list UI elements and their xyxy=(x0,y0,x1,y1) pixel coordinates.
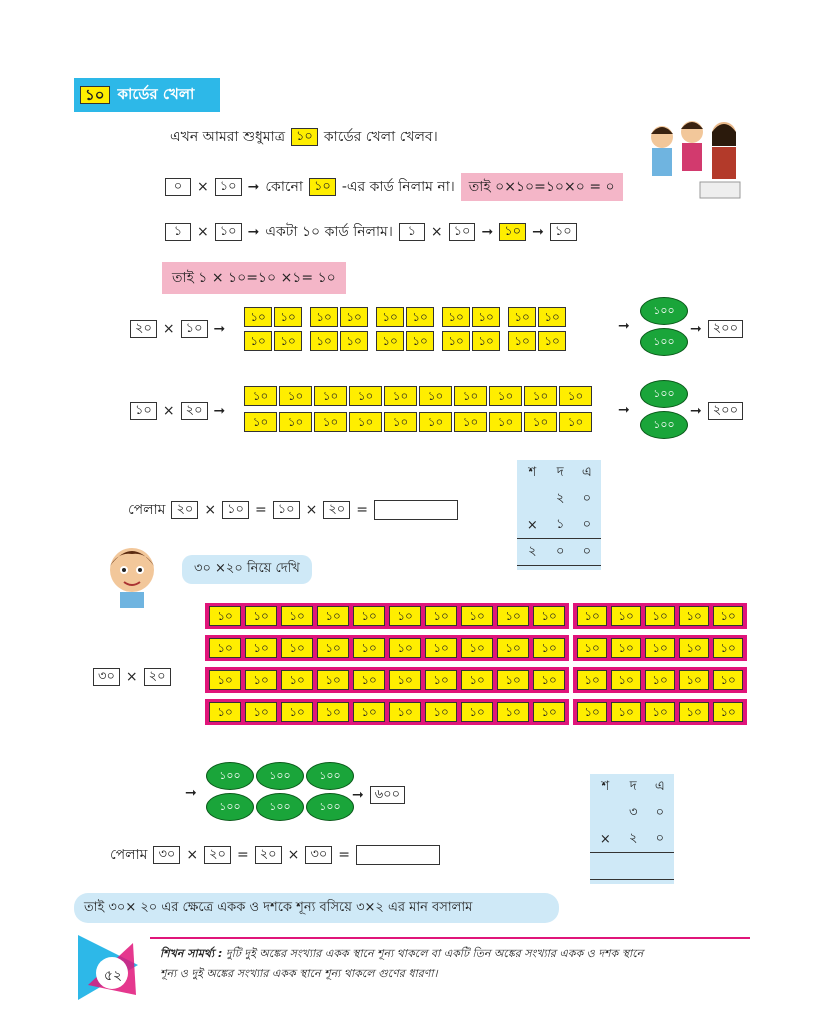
answer-box[interactable] xyxy=(356,845,440,865)
ten-card: ১০ xyxy=(317,670,349,690)
line3-text: তাই ১ × ১০=১০ ×১= ১০ xyxy=(162,262,346,294)
result-box: ২০০ xyxy=(708,320,743,338)
pv-cell: এ xyxy=(654,778,665,794)
hundred-oval: ১০০ xyxy=(640,411,688,439)
arrow-right-icon: ➞ xyxy=(185,785,197,801)
ten-card: ১০ xyxy=(419,412,452,432)
num-box: ১০ xyxy=(550,223,577,241)
equals-sign: = xyxy=(254,502,267,518)
hundred-oval: ১০০ xyxy=(640,328,688,356)
ten-card: ১০ xyxy=(281,702,313,722)
intro-num: ১০ xyxy=(291,128,318,146)
result-20x10 xyxy=(690,320,743,338)
card-strip xyxy=(573,635,747,661)
ten-card: ১০ xyxy=(406,331,434,351)
ten-card: ১০ xyxy=(577,670,607,690)
pv-cell xyxy=(590,800,621,826)
ten-card: ১০ xyxy=(497,606,529,626)
line1-text: কোনো xyxy=(265,179,303,195)
pv-cell xyxy=(646,853,674,880)
pv-cell: ২ xyxy=(555,490,565,506)
ten-card: ১০ xyxy=(389,638,421,658)
footer-text1: দুটি দুই অঙ্কের সংখ্যার একক স্থানে শূন্য থাকলে বা একটি তিন অঙ্কের সংখ্যার একক ও দশক স্থানে xyxy=(225,947,644,960)
ten-card: ১০ xyxy=(279,412,312,432)
num-box: ২০ xyxy=(204,846,231,864)
ten-card: ১০ xyxy=(425,702,457,722)
num-box: ২০ xyxy=(171,501,198,519)
title-banner xyxy=(74,78,220,112)
num-box: ১০ xyxy=(215,178,242,196)
ten-card: ১০ xyxy=(384,412,417,432)
hundred-oval: ১০০ xyxy=(640,380,688,408)
ten-card: ১০ xyxy=(645,702,675,722)
line2-card: ১০ xyxy=(499,223,526,241)
ten-card: ১০ xyxy=(713,606,743,626)
num-box: ৩০ xyxy=(93,668,120,686)
times-sign: × xyxy=(430,224,443,240)
ten-card: ১০ xyxy=(317,702,349,722)
speech-text: ৩০ ×২০ নিয়ে দেখি xyxy=(194,561,300,576)
ten-card: ১০ xyxy=(340,307,368,327)
pv-cell: ০ xyxy=(582,516,592,532)
intro-pre: এখন আমরা শুধুমাত্র xyxy=(170,129,285,145)
arrow-right-icon: ➞ xyxy=(690,321,702,337)
equals-sign: = xyxy=(356,502,368,518)
ten-card: ১০ xyxy=(274,331,302,351)
num-box: ১০ xyxy=(130,402,157,420)
ten-card: ১০ xyxy=(461,670,493,690)
pv-cell: ৩ xyxy=(628,804,638,820)
num-box: ৩০ xyxy=(305,846,332,864)
speech-bubble xyxy=(182,555,312,584)
line2-text: একটা ১০ কার্ড নিলাম। xyxy=(265,224,393,240)
num-box: ১০ xyxy=(181,320,208,338)
ten-card: ১০ xyxy=(533,638,565,658)
boy-illustration xyxy=(102,540,162,610)
ten-card: ১০ xyxy=(310,307,338,327)
times-sign: × xyxy=(125,669,138,685)
ten-card: ১০ xyxy=(353,702,385,722)
pv-cell xyxy=(590,853,621,880)
ten-card: ১০ xyxy=(679,638,709,658)
ten-card: ১০ xyxy=(472,331,500,351)
conclusion-bar xyxy=(74,893,559,923)
ten-card: ১০ xyxy=(533,670,565,690)
ten-card: ১০ xyxy=(310,331,338,351)
num-box: ১ xyxy=(399,223,425,241)
pv-cell: এ xyxy=(581,464,592,480)
ten-card: ১০ xyxy=(533,606,565,626)
ten-card: ১০ xyxy=(353,670,385,690)
times-sign: × xyxy=(305,502,318,518)
ten-card: ১০ xyxy=(533,702,565,722)
ovals-10x20 xyxy=(640,380,688,439)
result-30x20 xyxy=(352,786,405,804)
num-box: ০ xyxy=(165,178,191,196)
arrow-right-icon: ➞ xyxy=(618,318,630,334)
times-sign: × xyxy=(162,403,175,419)
result-box: ৬০০ xyxy=(370,786,405,804)
times-sign: × xyxy=(287,847,300,863)
ten-card: ১০ xyxy=(508,307,536,327)
ten-card: ১০ xyxy=(454,412,487,432)
ten-card: ১০ xyxy=(281,606,313,626)
arrow-right-icon: ➞ xyxy=(352,787,364,803)
num-box: ১০ xyxy=(215,223,242,241)
ten-card: ১০ xyxy=(244,307,272,327)
ten-card: ১০ xyxy=(425,606,457,626)
intro-post: কার্ডের খেলা খেলব। xyxy=(323,129,438,145)
footer-text xyxy=(160,944,750,984)
pv-cell: ১ xyxy=(555,516,565,532)
place-value-table-1 xyxy=(517,460,601,570)
line-zero-times-ten xyxy=(165,173,623,201)
card-strip xyxy=(573,667,747,693)
page-number: ৫২ xyxy=(103,968,123,984)
footer-rule xyxy=(150,937,750,939)
ten-card: ১০ xyxy=(245,670,277,690)
pv-cell xyxy=(621,853,646,880)
ten-card: ১০ xyxy=(349,412,382,432)
line1-result: তাই ০×১০=১০×০ = ০ xyxy=(461,173,623,201)
intro-line xyxy=(170,125,438,149)
ten-card: ১০ xyxy=(209,702,241,722)
card-strip xyxy=(573,603,747,629)
title-number: ১০ xyxy=(80,86,110,104)
ten-card: ১০ xyxy=(559,412,592,432)
ten-card: ১০ xyxy=(425,670,457,690)
ten-card: ১০ xyxy=(245,638,277,658)
ten-card: ১০ xyxy=(384,386,417,406)
ten-card: ১০ xyxy=(389,670,421,690)
ten-card: ১০ xyxy=(314,412,347,432)
card-strip xyxy=(205,635,569,661)
ten-card: ১০ xyxy=(679,670,709,690)
num-box: ২০ xyxy=(130,320,157,338)
ten-card: ১০ xyxy=(314,386,347,406)
ten-card: ১০ xyxy=(245,606,277,626)
found-line-2 xyxy=(110,843,440,867)
num-box: ১০ xyxy=(273,501,300,519)
ten-card: ১০ xyxy=(611,606,641,626)
ten-card: ১০ xyxy=(209,606,241,626)
hundred-oval: ১০০ xyxy=(256,793,304,821)
arrow-right-icon: ➞ xyxy=(618,402,630,418)
pv-cell: × xyxy=(526,517,538,533)
ten-card: ১০ xyxy=(349,386,382,406)
ten-card: ১০ xyxy=(317,638,349,658)
ten-card: ১০ xyxy=(472,307,500,327)
ten-card: ১০ xyxy=(611,638,641,658)
ten-card: ১০ xyxy=(645,606,675,626)
ovals-30x20 xyxy=(206,762,352,821)
num-box: ২০ xyxy=(181,402,208,420)
ten-card: ১০ xyxy=(317,606,349,626)
answer-box[interactable] xyxy=(374,500,458,520)
ten-card: ১০ xyxy=(577,638,607,658)
ten-card: ১০ xyxy=(524,386,557,406)
ten-card: ১০ xyxy=(353,606,385,626)
conclusion-text: তাই ৩০× ২০ এর ক্ষেত্রে একক ও দশকে শূন্য বসিয়ে ৩×২ এর মান বসালাম xyxy=(84,899,473,915)
pv-cell: ০ xyxy=(582,543,592,559)
result-box: ২০০ xyxy=(708,402,743,420)
card-strip xyxy=(205,699,569,725)
num-box: ২০ xyxy=(144,668,171,686)
ten-card: ১০ xyxy=(524,412,557,432)
times-sign: × xyxy=(204,502,217,518)
ten-card: ১০ xyxy=(713,638,743,658)
card-strip xyxy=(205,667,569,693)
row-30x20-expr xyxy=(93,668,171,686)
hundred-oval: ১০০ xyxy=(640,297,688,325)
ten-card: ১০ xyxy=(279,386,312,406)
hundred-oval: ১০০ xyxy=(256,762,304,790)
pv-cell: দ xyxy=(629,778,637,794)
pv-cell: ০ xyxy=(582,490,592,506)
ten-card: ১০ xyxy=(376,307,404,327)
ten-card: ১০ xyxy=(679,606,709,626)
arrow-right-icon: ➞ xyxy=(213,321,226,337)
ten-card: ১০ xyxy=(389,606,421,626)
line1-num: ১০ xyxy=(309,178,336,196)
hundred-oval: ১০০ xyxy=(206,793,254,821)
hundred-oval: ১০০ xyxy=(306,762,354,790)
cards-30x20 xyxy=(205,603,747,725)
times-sign: × xyxy=(186,847,199,863)
ten-card: ১০ xyxy=(611,702,641,722)
ten-card: ১০ xyxy=(274,307,302,327)
pv-cell: শ xyxy=(528,464,537,480)
ten-card: ১০ xyxy=(611,670,641,690)
ten-card: ১০ xyxy=(489,386,522,406)
ten-card: ১০ xyxy=(461,702,493,722)
ten-card: ১০ xyxy=(538,331,566,351)
pv-cell: ০ xyxy=(555,543,565,559)
ten-card: ১০ xyxy=(425,638,457,658)
ten-card: ১০ xyxy=(461,606,493,626)
ten-card: ১০ xyxy=(454,386,487,406)
times-sign: × xyxy=(197,224,209,240)
ten-card: ১০ xyxy=(209,670,241,690)
ten-card: ১০ xyxy=(489,412,522,432)
row-10x20-expr xyxy=(130,402,225,420)
times-sign: × xyxy=(162,321,175,337)
cards-10x20 xyxy=(244,386,592,432)
footer-label: শিখন সামর্থ্য : xyxy=(160,947,223,960)
ten-card: ১০ xyxy=(376,331,404,351)
ten-card: ১০ xyxy=(389,702,421,722)
ten-card: ১০ xyxy=(209,638,241,658)
ten-card: ১০ xyxy=(679,702,709,722)
ten-card: ১০ xyxy=(645,638,675,658)
pv-cell: শ xyxy=(601,778,610,794)
arrow-right-icon: ➞ xyxy=(532,224,544,240)
pv-cell: × xyxy=(599,831,611,847)
result-10x20 xyxy=(690,402,743,420)
num-box: ২০ xyxy=(323,501,350,519)
ten-card: ১০ xyxy=(245,702,277,722)
ten-card: ১০ xyxy=(244,331,272,351)
pv-cell: ০ xyxy=(655,804,665,820)
num-box: ১০ xyxy=(222,501,249,519)
ten-card: ১০ xyxy=(713,702,743,722)
ten-card: ১০ xyxy=(442,307,470,327)
ten-card: ১০ xyxy=(645,670,675,690)
ten-card: ১০ xyxy=(281,670,313,690)
ten-card: ১০ xyxy=(353,638,385,658)
pv-cell: দ xyxy=(556,464,564,480)
arrow-right-icon: ➞ xyxy=(247,179,260,195)
arrow-right-icon: ➞ xyxy=(213,403,226,419)
ten-card: ১০ xyxy=(419,386,452,406)
times-sign: × xyxy=(197,179,209,195)
arrow-right-icon: ➞ xyxy=(690,403,702,419)
pv-cell xyxy=(517,486,548,512)
found-label: পেলাম xyxy=(110,847,148,863)
place-value-table-2 xyxy=(590,774,674,884)
footer-text2: শূন্য ও দুই অঙ্কের সংখ্যার একক স্থানে শূন্য থাকলে গুণের ধারণা। xyxy=(160,967,438,980)
ten-card: ১০ xyxy=(461,638,493,658)
equals-sign: = xyxy=(237,847,249,863)
num-box: ১০ xyxy=(449,223,476,241)
equals-sign: = xyxy=(338,847,351,863)
num-box: ১ xyxy=(165,223,191,241)
card-strip xyxy=(573,699,747,725)
ten-card: ১০ xyxy=(497,638,529,658)
num-box: ২০ xyxy=(255,846,282,864)
ten-card: ১০ xyxy=(559,386,592,406)
ten-card: ১০ xyxy=(538,307,566,327)
ten-card: ১০ xyxy=(508,331,536,351)
pv-cell: ২ xyxy=(628,830,638,846)
line1-post: -এর কার্ড নিলাম না। xyxy=(341,179,455,195)
hundred-oval: ১০০ xyxy=(206,762,254,790)
num-box: ৩০ xyxy=(153,846,180,864)
ten-card: ১০ xyxy=(497,702,529,722)
found-line-1 xyxy=(128,498,458,522)
ten-card: ১০ xyxy=(406,307,434,327)
pv-cell: ২ xyxy=(528,543,537,559)
card-strip xyxy=(205,603,569,629)
ten-card: ১০ xyxy=(497,670,529,690)
children-illustration xyxy=(640,112,750,207)
ten-card: ১০ xyxy=(442,331,470,351)
ten-card: ১০ xyxy=(577,702,607,722)
ten-card: ১০ xyxy=(713,670,743,690)
line3-result xyxy=(162,262,346,294)
cards-20x10 xyxy=(244,307,566,351)
line-one-times-ten xyxy=(165,220,577,244)
title-text: কার্ডের খেলা xyxy=(117,84,195,103)
ten-card: ১০ xyxy=(244,412,277,432)
pv-cell: ০ xyxy=(655,830,665,846)
ovals-20x10 xyxy=(640,297,688,356)
hundred-oval: ১০০ xyxy=(306,793,354,821)
ten-card: ১০ xyxy=(340,331,368,351)
row-20x10-expr xyxy=(130,320,225,338)
found-label: পেলাম xyxy=(128,502,166,518)
arrow-right-icon: ➞ xyxy=(481,224,494,240)
ten-card: ১০ xyxy=(244,386,277,406)
arrow-right-icon: ➞ xyxy=(247,224,260,240)
ten-card: ১০ xyxy=(577,606,607,626)
ten-card: ১০ xyxy=(281,638,313,658)
